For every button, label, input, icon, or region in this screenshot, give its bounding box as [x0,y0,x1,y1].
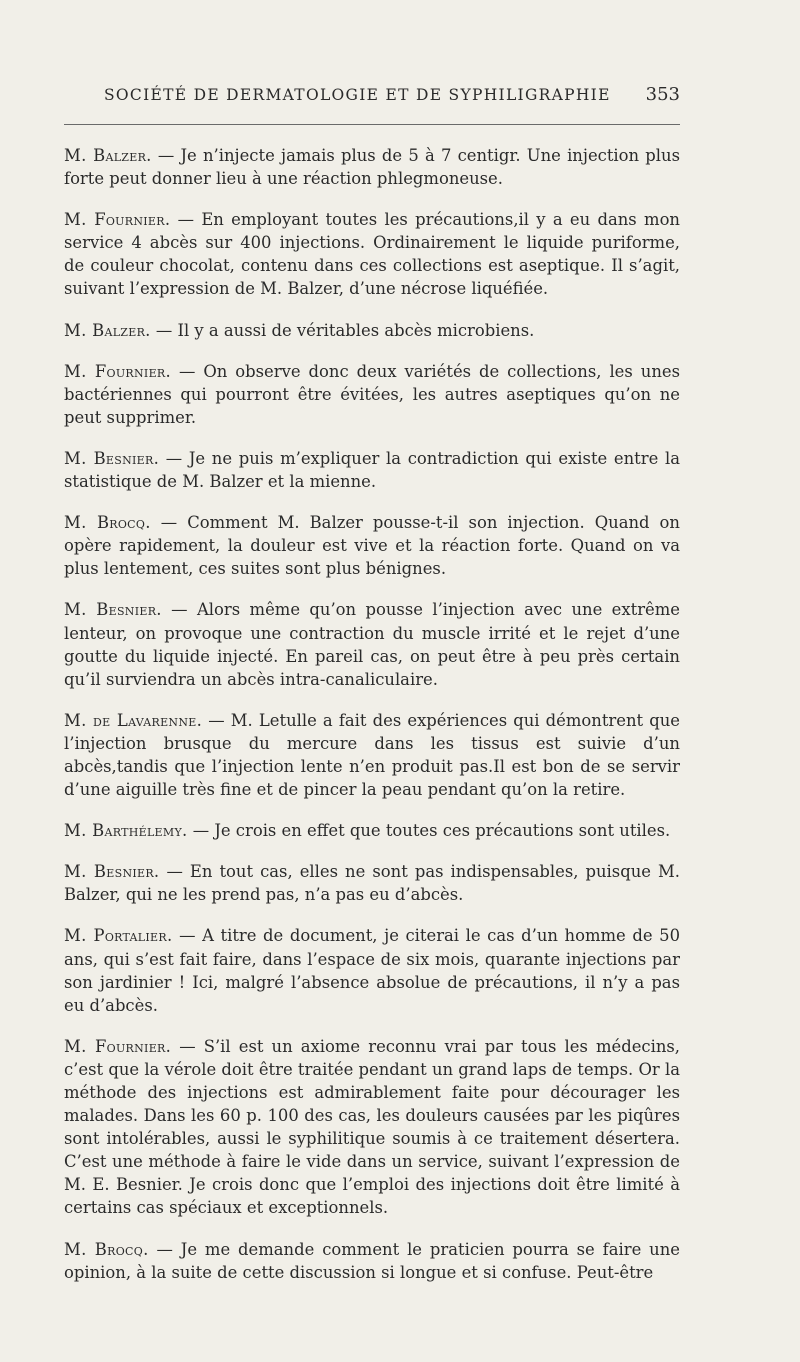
paragraph-text: — Alors même qu’on pousse l’injection avec une extrême lenteur, on provoque une contraction du muscle irrité et le rejet d’une goutte du liquide injecté. En pareil cas, on peut être à peu près certain qu’il surviendra un abcès intra-canaliculaire. [64,600,680,689]
speaker-name: M. Portalier. [64,926,173,946]
running-title: SOCIÉTÉ DE DERMATOLOGIE ET DE SYPHILIGRAPHIE [104,86,611,104]
paragraph [64,924,680,1016]
speaker-name: M. Fournier. [64,1036,172,1056]
paragraph-text: — M. Letulle a fait des expériences qui démontrent que l’injection brusque du mercure dans les tissus est suivie d’un abcès,tandis que l’injection lente n’en produit pas.Il est bon de se servir d’une aiguille très fine et de pincer la peau pendant qu’on la retire. [64,710,680,800]
paragraph-text: — S’il est un axiome reconnu vrai par tous les médecins, c’est que la vérole doit être traitée pendant un grand laps de temps. Or la méthode des injections est admirablement faite pour décourager les malades. Dans les 60 p. 100 des cas, les douleurs causées par les piqûres sont intolérables, aussi le syphilitique soumis à ce traitement désertera. C’est une méthode à faire le vide dans un service, suivant l’expression de M. E. Besnier. Je crois donc que l’emploi des injections doit être limité à certains cas spéciaux et exceptionnels. [64,1036,680,1218]
speaker-name: M. Brocq. [64,513,151,533]
paragraph-text: — Comment M. Balzer pousse-t-il son injection. Quand on opère rapidement, la douleur est vive et la réaction forte. Quand on va plus lentement, ces suites sont plus bénignes. [64,513,680,579]
paragraph [64,598,680,690]
body-text [64,144,680,1302]
page-header [104,84,680,114]
paragraph-text: — En employant toutes les précautions,il y a eu dans mon service 4 abcès sur 400 injections. Ordinairement le liquide puriforme, de couleur chocolat, contenu dans ces collections est aseptique. Il s’agit, suivant l’expression de M. Balzer, d’une nécrose liquéfiée. [64,210,680,299]
paragraph [64,860,680,906]
speaker-name: M. Balzer. [64,320,151,340]
paragraph-text: — Je crois en effet que toutes ces précautions sont utiles. [187,821,671,841]
paragraph [64,1035,680,1220]
paragraph [64,144,680,190]
paragraph [64,819,680,842]
speaker-name: M. Balzer. [64,146,152,165]
speaker-name: M. Brocq. [64,1239,149,1259]
header-rule [64,124,680,125]
paragraph [64,360,680,429]
paragraph-text: — En tout cas, elles ne sont pas indispensables, puisque M. Balzer, qui ne les prend pas, n’a pas eu d’abcès. [64,862,680,905]
paragraph [64,709,680,801]
paragraph-text: — On observe donc deux variétés de collections, les unes bactériennes qui pourront être évitées, les autres aseptiques qu’on ne peut supprimer. [64,361,680,427]
speaker-name: M. Fournier. [64,210,171,230]
paragraph [64,511,680,580]
speaker-name: M. de Lavarenne. [64,710,203,730]
speaker-name: M. Besnier. [64,448,160,468]
paragraph-text: — Je ne puis m’expliquer la contradiction qui existe entre la statistique de M. Balzer et la mienne. [64,448,680,492]
paragraph [64,447,680,493]
paragraph [64,208,680,300]
speaker-name: M. Fournier. [64,361,171,381]
paragraph [64,319,680,342]
paragraph [64,1238,680,1284]
page-number: 353 [645,84,680,105]
paragraph-text: — Je me demande comment le praticien pourra se faire une opinion, à la suite de cette discussion si longue et si confuse. Peut-être [64,1239,680,1282]
speaker-name: M. Barthélemy. [64,821,188,841]
speaker-name: M. Besnier. [64,600,162,620]
speaker-name: M. Besnier. [64,862,160,882]
paragraph-text: — A titre de document, je citerai le cas d’un homme de 50 ans, qui s’est fait faire, dans l’espace de six mois, quarante injections par son jardinier ! Ici, malgré l’absence absolue de précautions, il n’y a pas eu d’abcès. [64,926,681,1015]
paragraph-text: — Je n’injecte jamais plus de 5 à 7 centigr. Une injection plus forte peut donner lieu à une réaction phlegmoneuse. [64,146,680,189]
paragraph-text: — Il y a aussi de véritables abcès microbiens. [150,320,535,340]
